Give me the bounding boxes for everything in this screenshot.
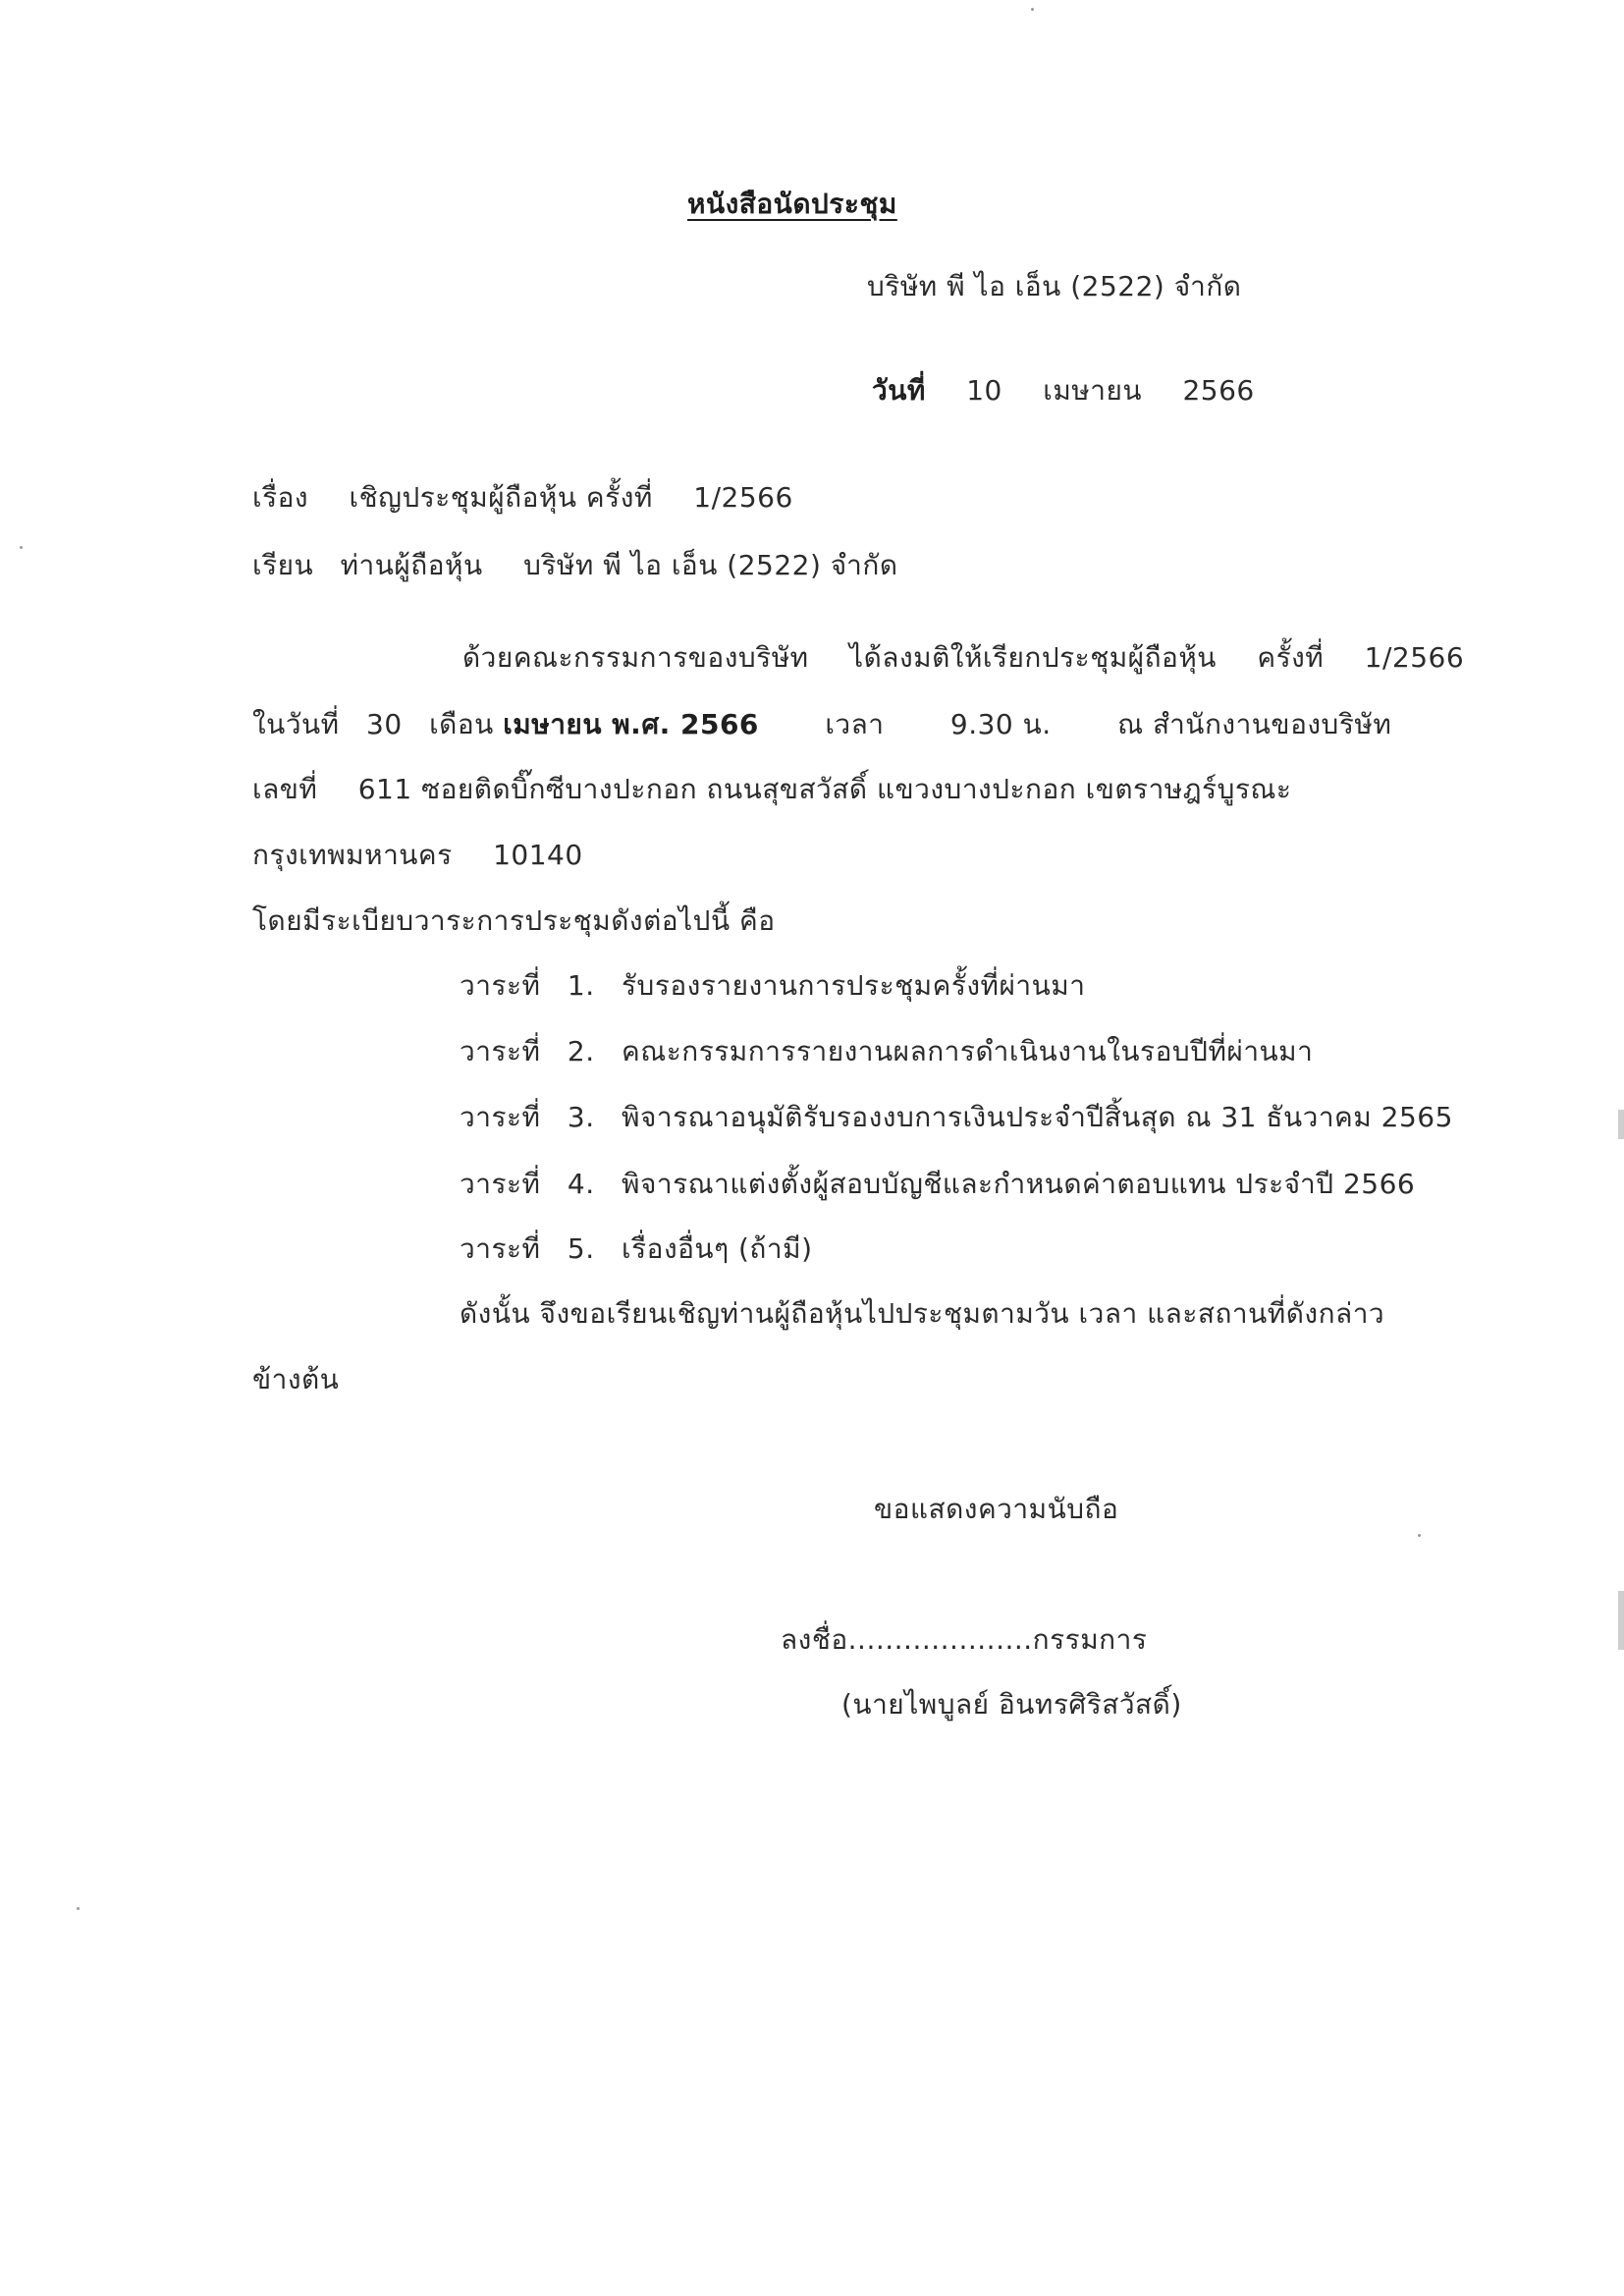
agenda-item bbox=[460, 1230, 813, 1269]
signatory-name: (นายไพบูลย์ อินทรศิริสวัสดิ์) bbox=[841, 1688, 1182, 1721]
agenda-number: 5. bbox=[567, 1232, 595, 1265]
scan-speck bbox=[1418, 1534, 1421, 1537]
meeting-day: 30 bbox=[366, 708, 403, 740]
body-line-1-a: ด้วยคณะกรรมการของบริษัท bbox=[462, 641, 809, 674]
signature-dots: .................... bbox=[847, 1623, 1033, 1656]
body-line-1-c: ครั้งที่ bbox=[1257, 641, 1325, 674]
agenda-item bbox=[460, 1032, 1313, 1071]
closing-line-2: ข้างต้น bbox=[252, 1363, 340, 1395]
address-label: เลขที่ bbox=[252, 773, 318, 805]
address-text: 611 ซอยติดบิ๊กซีบางปะกอก ถนนสุขสวัสดิ์ แขวงบางปะกอก เขตราษฎร์บูรณะ bbox=[357, 773, 1292, 805]
agenda-number: 4. bbox=[567, 1168, 595, 1200]
agenda-item bbox=[460, 1165, 1415, 1204]
subject-line bbox=[252, 478, 793, 518]
agenda-label: วาระที่ bbox=[460, 969, 541, 1002]
body-line-2-d: ณ สำนักงานของบริษัท bbox=[1117, 708, 1392, 740]
scan-edge-mark bbox=[1618, 1110, 1624, 1139]
scan-speck bbox=[20, 546, 23, 549]
address-zip: 10140 bbox=[493, 839, 583, 871]
agenda-item bbox=[460, 1098, 1453, 1137]
agenda-intro: โดยมีระเบียบวาระการประชุมดังต่อไปนี้ คือ bbox=[252, 904, 776, 937]
date-year: 2566 bbox=[1182, 374, 1255, 407]
agenda-text: พิจารณาแต่งตั้งผู้สอบบัญชีและกำหนดค่าตอบแทน ประจำปี 2566 bbox=[622, 1168, 1416, 1200]
body-line-1 bbox=[462, 638, 1464, 678]
addressee-text: ท่านผู้ถือหุ้น bbox=[340, 549, 483, 581]
addressee-company: บริษัท พี ไอ เอ็น (2522) จำกัด bbox=[523, 549, 898, 581]
body-line-3 bbox=[252, 770, 1291, 809]
scan-speck bbox=[1031, 8, 1034, 11]
meeting-time: 9.30 น. bbox=[949, 708, 1052, 740]
date-label: วันที่ bbox=[872, 374, 926, 407]
subject-number: 1/2566 bbox=[693, 481, 793, 514]
signature-role: กรรมการ bbox=[1032, 1623, 1148, 1656]
agenda-number: 2. bbox=[567, 1035, 595, 1067]
signature-line bbox=[781, 1620, 1147, 1660]
agenda-number: 3. bbox=[567, 1101, 595, 1133]
body-line-2-c: เวลา bbox=[825, 708, 885, 740]
agenda-text: พิจารณาอนุมัติรับรองงบการเงินประจำปีสิ้นสุด ณ 31 ธันวาคม 2565 bbox=[622, 1101, 1453, 1133]
body-line-2 bbox=[252, 705, 1391, 744]
body-line-2-a: ในวันที่ bbox=[252, 708, 340, 740]
date-line bbox=[872, 371, 1255, 410]
regards: ขอแสดงความนับถือ bbox=[874, 1493, 1119, 1525]
agenda-item bbox=[460, 966, 1085, 1006]
agenda-text: รับรองรายงานการประชุมครั้งที่ผ่านมา bbox=[622, 969, 1086, 1002]
agenda-number: 1. bbox=[567, 969, 595, 1002]
agenda-label: วาระที่ bbox=[460, 1232, 541, 1265]
date-month: เมษายน bbox=[1043, 374, 1143, 407]
agenda-text: เรื่องอื่นๆ (ถ้ามี) bbox=[622, 1232, 813, 1265]
scan-edge-mark bbox=[1618, 1591, 1624, 1650]
scan-speck bbox=[77, 1907, 80, 1910]
agenda-label: วาระที่ bbox=[460, 1168, 541, 1200]
document-title: หนังสือนัดประชุม bbox=[687, 188, 897, 220]
signature-prefix: ลงชื่อ bbox=[781, 1623, 848, 1656]
body-line-2-b: เดือน bbox=[429, 708, 494, 740]
meeting-number: 1/2566 bbox=[1364, 641, 1465, 674]
subject-text: เชิญประชุมผู้ถือหุ้น ครั้งที่ bbox=[349, 481, 653, 514]
addressee-label: เรียน bbox=[252, 549, 314, 581]
meeting-month-year: เมษายน พ.ศ. 2566 bbox=[503, 708, 759, 740]
body-line-1-b: ได้ลงมติให้เรียกประชุมผู้ถือหุ้น bbox=[849, 641, 1217, 674]
closing-line-1: ดังนั้น จึงขอเรียนเชิญท่านผู้ถือหุ้นไปประชุมตามวัน เวลา และสถานที่ดังกล่าว bbox=[460, 1297, 1385, 1330]
company-line: บริษัท พี ไอ เอ็น (2522) จำกัด bbox=[867, 270, 1242, 302]
date-day: 10 bbox=[966, 374, 1002, 407]
addressee-line bbox=[252, 546, 898, 585]
address-city: กรุงเทพมหานคร bbox=[252, 839, 453, 871]
body-line-4 bbox=[252, 836, 583, 875]
agenda-label: วาระที่ bbox=[460, 1101, 541, 1133]
subject-label: เรื่อง bbox=[252, 481, 309, 514]
agenda-text: คณะกรรมการรายงานผลการดำเนินงานในรอบปีที่ผ่านมา bbox=[622, 1035, 1314, 1067]
agenda-label: วาระที่ bbox=[460, 1035, 541, 1067]
